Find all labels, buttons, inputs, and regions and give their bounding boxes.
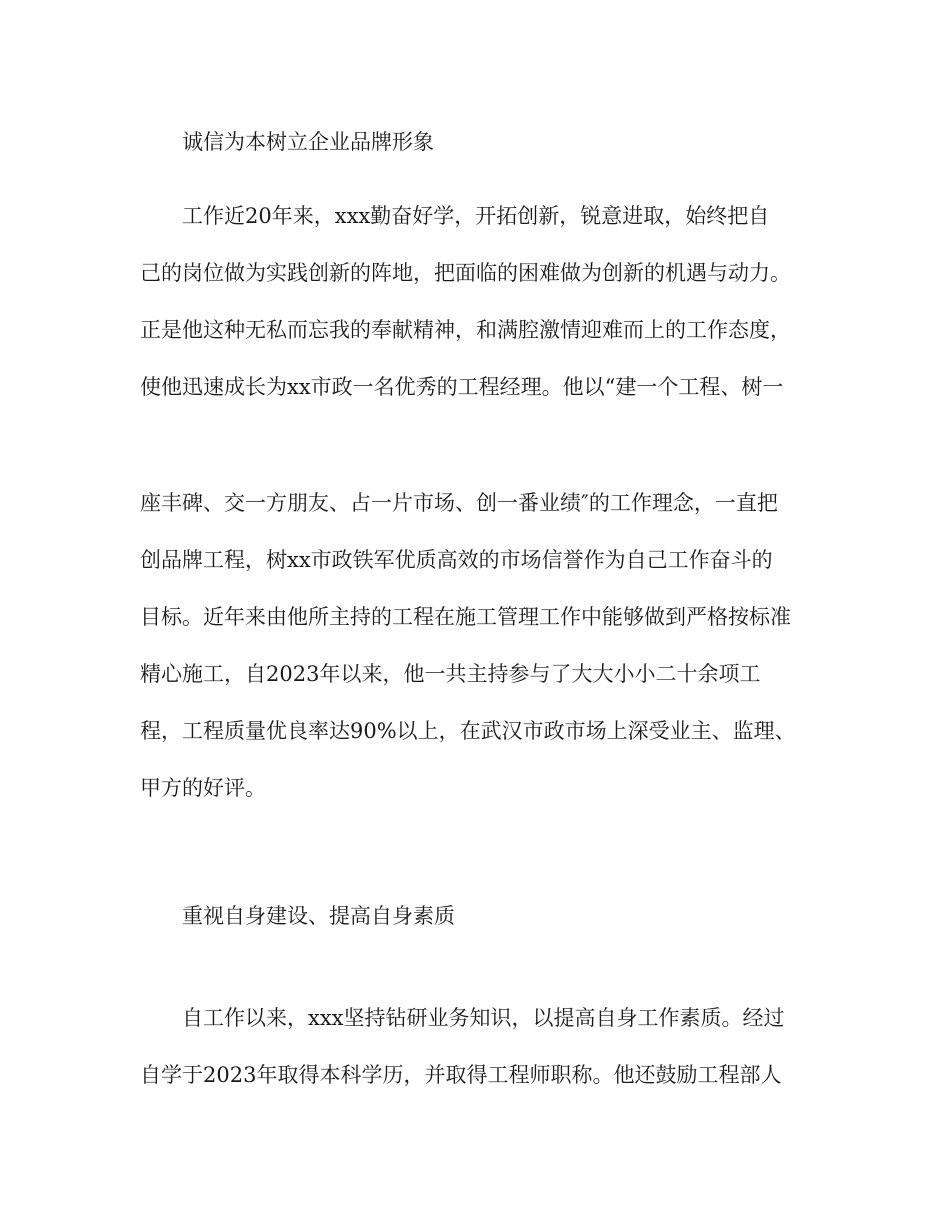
paragraph-line: 工作近20年来，xxx勤奋好学，开拓创新，锐意进取，始终把自	[182, 204, 770, 228]
paragraph-line: 目标。近年来由他所主持的工程在施工管理工作中能够做到严格按标准	[140, 605, 791, 629]
paragraph-line: 自工作以来，xxx坚持钻研业务知识，以提高自身工作素质。经过	[182, 1006, 785, 1030]
paragraph-line: 正是他这种无私而忘我的奉献精神，和满腔激情迎难而上的工作态度，	[140, 318, 791, 342]
section-heading-integrity: 诚信为本树立企业品牌形象	[182, 130, 434, 154]
paragraph-line: 创品牌工程，树xx市政铁军优质高效的市场信誉作为自己工作奋斗的	[140, 548, 773, 572]
paragraph-line: 己的岗位做为实践创新的阵地，把面临的困难做为创新的机遇与动力。	[140, 261, 791, 285]
paragraph-line: 座丰碑、交一方朋友、占一片市场、创一番业绩″的工作理念，一直把	[140, 491, 778, 515]
paragraph-line: 使他迅速成长为xx市政一名优秀的工程经理。他以“建一个工程、树一	[140, 375, 784, 399]
paragraph-line: 精心施工，自2023年以来，他一共主持参与了大大小小二十余项工	[140, 662, 761, 686]
section-heading-self-improvement: 重视自身建设、提高自身素质	[182, 904, 455, 928]
paragraph-line: 甲方的好评。	[140, 776, 266, 800]
paragraph-line: 程，工程质量优良率达90%以上，在武汉市政市场上深受业主、监理、	[140, 719, 796, 743]
paragraph-line: 自学于2023年取得本科学历，并取得工程师职称。他还鼓励工程部人	[140, 1063, 782, 1087]
